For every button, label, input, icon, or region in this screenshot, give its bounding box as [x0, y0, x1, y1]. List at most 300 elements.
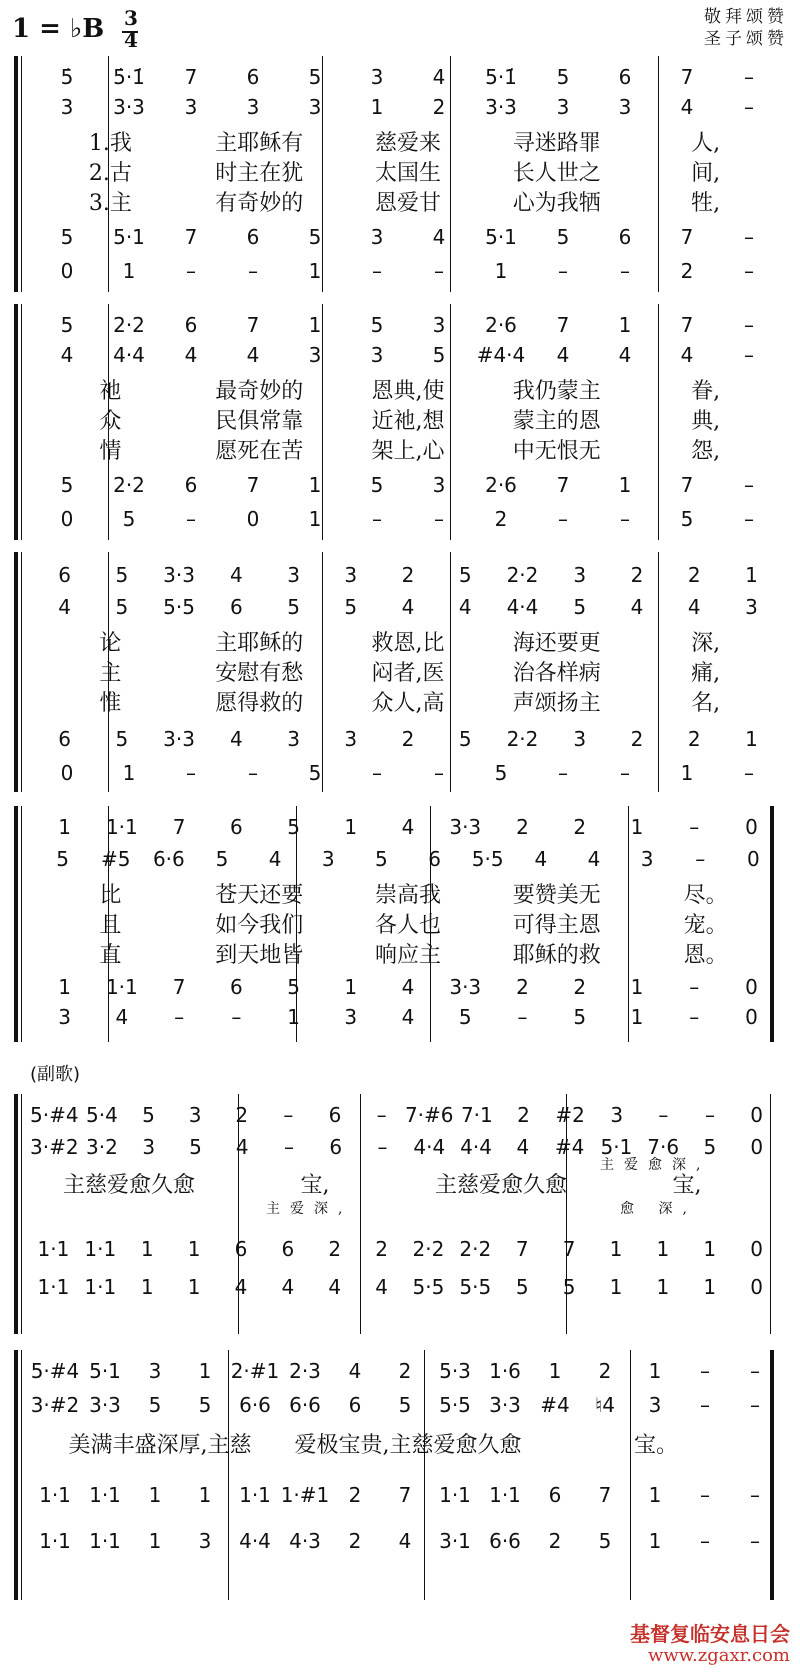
note-token: 2 — [516, 815, 529, 839]
lyric-segment: 慈爱来 — [374, 130, 441, 156]
note-token: 0 — [750, 1103, 763, 1127]
note-token: 5 — [680, 507, 694, 531]
note-token: #5 — [100, 847, 131, 871]
category-line-2: 圣子颂赞 — [704, 29, 788, 49]
note-token: 5·5 — [439, 1393, 471, 1417]
soprano-row — [30, 1100, 780, 1130]
note-token: 6 — [58, 727, 71, 751]
note-token: 1 — [745, 727, 758, 751]
note-token: 5 — [432, 343, 446, 367]
note-token: – — [750, 1529, 760, 1553]
lyric-segment: 架上,心 — [371, 438, 445, 464]
note-token: 5·5 — [163, 595, 195, 619]
note-token: 6 — [428, 847, 441, 871]
note-token: 1 — [630, 815, 644, 839]
lyric-segment: 恩爱甘 — [374, 190, 441, 216]
lyric-segment: 长人世之 — [512, 160, 601, 186]
note-token: – — [372, 507, 382, 531]
lyric-segment: 声颂扬主 — [512, 690, 601, 716]
note-token: 4 — [516, 1135, 530, 1159]
soprano-row — [36, 310, 780, 340]
lyric-segment: 太国生 — [374, 160, 441, 186]
note-token: 1 — [148, 1483, 162, 1507]
note-token: 5 — [189, 1135, 202, 1159]
tenor-row — [36, 470, 780, 500]
note-token: 5·5 — [412, 1275, 445, 1299]
note-token: 4·4 — [413, 1135, 446, 1159]
lyric-segment: 海还要更 — [512, 630, 601, 656]
note-token: 1 — [548, 1359, 562, 1383]
note-token: 5·#4 — [30, 1103, 79, 1127]
note-token: 1·1 — [105, 815, 138, 839]
note-token: 7 — [246, 473, 260, 497]
note-token: 5 — [287, 975, 300, 999]
note-token: – — [700, 1483, 710, 1507]
note-token: 4 — [375, 1275, 388, 1299]
note-token: 0 — [745, 1005, 758, 1029]
note-token: 0 — [60, 507, 74, 531]
note-token: 3 — [58, 1005, 71, 1029]
lyric-segment: 论 — [99, 630, 122, 656]
note-token: 3 — [344, 1005, 358, 1029]
note-token: 5 — [60, 313, 74, 337]
note-token: 1·1 — [37, 1275, 70, 1299]
note-token: – — [620, 259, 630, 283]
time-signature-top: 3 — [124, 6, 138, 30]
note-token: 3·1 — [439, 1529, 471, 1553]
note-token: 4 — [534, 847, 548, 871]
note-token: 4 — [587, 847, 601, 871]
lyric-segment: 苍天还要 — [215, 882, 304, 908]
system-brace-line — [21, 56, 22, 292]
note-token: 4 — [687, 595, 701, 619]
lyric-segment: 最奇妙的 — [215, 378, 304, 404]
lyric-segment: 主 — [99, 660, 122, 686]
note-token: 2 — [401, 563, 415, 587]
note-token: 3 — [308, 343, 322, 367]
note-token: 1 — [58, 815, 71, 839]
note-token: 3·#2 — [30, 1135, 79, 1159]
note-token: 3·3 — [89, 1393, 121, 1417]
note-token: 5 — [370, 313, 384, 337]
note-token: 2·2 — [412, 1237, 445, 1261]
note-token: 7 — [184, 225, 198, 249]
note-token: 4 — [58, 595, 71, 619]
note-token: 4 — [229, 727, 243, 751]
note-token: 2 — [375, 1237, 388, 1261]
note-token: 1 — [287, 1005, 300, 1029]
soprano-row — [36, 62, 780, 92]
note-token: 1 — [648, 1359, 662, 1383]
note-token: 1·1 — [489, 1483, 521, 1507]
note-token: 2 — [687, 563, 701, 587]
note-token: – — [689, 1005, 700, 1029]
note-token: 4 — [618, 343, 632, 367]
lyric-segment: 民俱常靠 — [215, 408, 304, 434]
note-token: 7 — [172, 975, 186, 999]
lyric-segment: 宝, — [300, 1172, 330, 1198]
note-token: 6 — [246, 65, 260, 89]
lyric-segment: 比 — [99, 882, 122, 908]
alto-row — [36, 592, 780, 622]
note-token: 5 — [598, 1529, 612, 1553]
note-token: – — [695, 847, 706, 871]
note-token: 6 — [184, 313, 198, 337]
note-token: 1 — [494, 259, 508, 283]
site-watermark — [630, 1622, 790, 1666]
lyric-segment: 祂 — [99, 378, 122, 404]
lyric-segment: 恩典,使 — [371, 378, 445, 404]
note-token: – — [174, 1005, 185, 1029]
note-token: 7 — [556, 313, 570, 337]
note-token: 0 — [60, 761, 74, 785]
note-token: 0 — [750, 1135, 764, 1159]
lyric-segment: 崇高我 — [374, 882, 441, 908]
note-token: 4 — [401, 975, 415, 999]
note-token: 1·1 — [84, 1275, 117, 1299]
note-token: 6 — [618, 65, 632, 89]
note-token: 1 — [745, 563, 758, 587]
note-token: 3·2 — [86, 1135, 118, 1159]
note-token: 5 — [573, 1005, 587, 1029]
note-token: 1 — [140, 1275, 154, 1299]
note-token: 3 — [287, 563, 300, 587]
note-token: 2 — [630, 727, 644, 751]
note-token: – — [434, 259, 444, 283]
note-token: 3 — [142, 1135, 156, 1159]
note-token: 2 — [328, 1237, 342, 1261]
note-token: 5 — [308, 225, 322, 249]
note-token: – — [744, 343, 754, 367]
lyric-segment: 中无恨无 — [512, 438, 601, 464]
note-token: 5 — [562, 1275, 576, 1299]
note-token: 5 — [458, 727, 472, 751]
note-token: – — [186, 761, 196, 785]
hymn-category — [704, 6, 788, 50]
score-system-4 — [0, 806, 800, 1042]
note-token: 1 — [187, 1237, 201, 1261]
lyric-verse-2 — [36, 908, 780, 938]
note-token: 3·3 — [163, 563, 195, 587]
note-token: 4 — [680, 95, 694, 119]
lyric-segment: 1.我 — [88, 130, 132, 156]
note-token: 5·1 — [485, 225, 517, 249]
note-token: 1 — [630, 975, 644, 999]
note-token: 2 — [680, 259, 694, 283]
lyric-segment: 情 — [99, 438, 122, 464]
note-token: – — [744, 313, 754, 337]
note-token: 5 — [344, 595, 358, 619]
note-token: 5 — [115, 563, 129, 587]
note-token: 5 — [515, 1275, 529, 1299]
note-token: 2·6 — [485, 473, 517, 497]
note-token: 5 — [60, 473, 74, 497]
chorus-system-2 — [0, 1350, 800, 1600]
note-token: 5 — [703, 1135, 717, 1159]
note-token: – — [558, 259, 568, 283]
note-token: – — [750, 1483, 760, 1507]
lyric-segment: 有奇妙的 — [215, 190, 304, 216]
note-token: 6·6 — [239, 1393, 271, 1417]
tenor-row — [36, 222, 780, 252]
note-token: 1 — [630, 1005, 644, 1029]
lyric-segment: 心为我牺 — [512, 190, 601, 216]
alto-row — [36, 340, 780, 370]
note-token: – — [284, 1135, 295, 1159]
lyric-verse-3 — [36, 186, 780, 216]
note-token: 5 — [148, 1393, 162, 1417]
note-token: 1·1 — [39, 1529, 71, 1553]
alto-row — [30, 1390, 780, 1420]
note-token: 3 — [344, 563, 358, 587]
system-brace-line — [21, 1350, 22, 1600]
lyric-segment: 时主在犹 — [215, 160, 304, 186]
note-token: 5·#4 — [30, 1359, 80, 1383]
note-token: 7 — [398, 1483, 412, 1507]
note-token: 1 — [618, 313, 632, 337]
note-token: – — [231, 1005, 242, 1029]
note-token: 1·1 — [37, 1237, 70, 1261]
bass-row — [36, 256, 780, 286]
watermark-title: 基督复临安息日会 — [630, 1622, 790, 1646]
note-token: 3 — [618, 95, 632, 119]
lyric-segment: 恩。 — [683, 942, 728, 968]
note-token: 0 — [750, 1237, 763, 1261]
note-token: – — [744, 259, 754, 283]
lyric-segment: 如今我们 — [215, 912, 304, 938]
note-token: – — [186, 507, 196, 531]
lyric-segment: 愿死在苦 — [215, 438, 304, 464]
note-token: 4·4 — [506, 595, 539, 619]
lyric-segment: 蒙主的恩 — [512, 408, 601, 434]
note-token: 5 — [56, 847, 69, 871]
note-token: 4 — [401, 1005, 415, 1029]
note-token: 6 — [329, 1135, 343, 1159]
note-token: – — [750, 1393, 760, 1417]
lyric-segment: 尽。 — [683, 882, 728, 908]
note-token: 3·3 — [449, 815, 482, 839]
note-token: 4·3 — [289, 1529, 321, 1553]
note-token: – — [620, 761, 630, 785]
note-token: 5 — [198, 1393, 212, 1417]
lyric-segment: 可得主恩 — [512, 912, 601, 938]
note-token: 2 — [573, 815, 587, 839]
note-token: 1·1 — [84, 1237, 117, 1261]
barline — [228, 1350, 229, 1600]
note-token: 1 — [703, 1275, 717, 1299]
note-token: – — [434, 761, 444, 785]
score-system-1 — [0, 56, 800, 292]
note-token: – — [620, 507, 630, 531]
note-token: – — [744, 761, 754, 785]
note-token: – — [750, 1359, 760, 1383]
note-token: 3·3 — [449, 975, 482, 999]
note-token: 4·4 — [239, 1529, 271, 1553]
bass-row — [36, 758, 780, 788]
lyric-verse-3 — [36, 686, 780, 716]
note-token: – — [283, 1103, 294, 1127]
note-token: 3·3 — [485, 95, 517, 119]
lyric-segment: 深, — [691, 630, 721, 656]
note-token: 1 — [609, 1275, 623, 1299]
note-token: 2 — [494, 507, 508, 531]
note-token: 5̇·1̇ — [113, 65, 145, 89]
note-token: 6 — [234, 1237, 248, 1261]
note-token: 3 — [573, 563, 587, 587]
note-token: 1 — [680, 761, 694, 785]
note-token: 2 — [573, 975, 587, 999]
note-token: – — [744, 65, 754, 89]
note-token: 2 — [235, 1103, 249, 1127]
note-token: 2 — [516, 975, 529, 999]
note-token: 3 — [198, 1529, 212, 1553]
lyric-segment: 宝, — [672, 1172, 702, 1198]
note-token: 3·3 — [113, 95, 145, 119]
note-token: 3 — [184, 95, 198, 119]
chorus-label: (副歌) — [30, 1064, 81, 1085]
note-token: 1 — [122, 259, 136, 283]
note-token: 3 — [321, 847, 335, 871]
lyric-segment: 要赞美无 — [512, 882, 601, 908]
note-token: 2·#1 — [230, 1359, 280, 1383]
note-token: 5̇ — [60, 65, 74, 89]
note-token: 4·4 — [460, 1135, 492, 1159]
note-token: 7 — [680, 313, 694, 337]
note-token: 2·2 — [506, 727, 539, 751]
note-token: 1·1 — [39, 1483, 71, 1507]
chorus-small-text: 主爱愈深, — [600, 1157, 711, 1173]
lyric-segment: 直 — [99, 942, 122, 968]
note-token: 7·6 — [647, 1135, 680, 1159]
system-brace-line — [21, 552, 22, 792]
lyric-segment: 宠。 — [683, 912, 728, 938]
note-token: 5·5 — [459, 1275, 492, 1299]
category-line-1: 敬拜颂赞 — [704, 7, 788, 27]
lyric-verse-2 — [36, 404, 780, 434]
note-token: 4 — [246, 343, 260, 367]
note-token: 2·3 — [289, 1359, 321, 1383]
note-token: 4 — [184, 343, 198, 367]
note-token: 4 — [235, 1135, 249, 1159]
system-brace — [14, 552, 18, 792]
note-token: – — [744, 507, 754, 531]
note-token: 4 — [115, 1005, 129, 1029]
note-token: 4 — [268, 847, 282, 871]
note-token: – — [700, 1359, 710, 1383]
note-token: 4 — [630, 595, 644, 619]
note-token: 2·6 — [485, 313, 517, 337]
note-token: 3 — [60, 95, 74, 119]
lyric-segment: 惟 — [99, 690, 122, 716]
note-token: 3 — [287, 727, 300, 751]
note-token: 3 — [148, 1359, 162, 1383]
note-token: 6 — [548, 1483, 562, 1507]
lyric-segment: 治各样病 — [512, 660, 601, 686]
note-token: 3 — [640, 847, 654, 871]
note-token: 5·1̇ — [485, 65, 517, 89]
note-token: 5 — [556, 225, 570, 249]
note-token: 1 — [308, 259, 322, 283]
note-token: 3 — [370, 65, 384, 89]
soprano-row — [36, 812, 780, 842]
note-token: 5 — [308, 65, 322, 89]
note-token: – — [658, 1103, 669, 1127]
lyric-verse-1 — [36, 878, 780, 908]
note-token: 1 — [187, 1275, 201, 1299]
system-brace — [14, 56, 18, 292]
note-token: 1·1 — [89, 1529, 121, 1553]
note-token: 6·6 — [289, 1393, 321, 1417]
note-token: 6 — [348, 1393, 362, 1417]
soprano-row — [30, 1356, 780, 1386]
score-system-2 — [0, 304, 800, 540]
lyric-segment: 典, — [691, 408, 721, 434]
note-token: 3 — [745, 595, 758, 619]
note-token: 3 — [648, 1393, 662, 1417]
lyric-segment: 安慰有愁 — [215, 660, 304, 686]
note-token: 5·4 — [85, 1103, 118, 1127]
key-signature: 1 = ♭B — [12, 14, 105, 44]
note-token: 1 — [148, 1529, 162, 1553]
note-token: 5·1 — [89, 1359, 121, 1383]
note-token: 4 — [680, 343, 694, 367]
lyric-segment: 主慈爱愈久愈 — [62, 1172, 195, 1198]
note-token: 1·1 — [239, 1483, 271, 1507]
note-token: – — [517, 1005, 528, 1029]
note-token: 0 — [60, 259, 74, 283]
note-token: 2·2 — [459, 1237, 492, 1261]
note-token: 1 — [370, 95, 384, 119]
note-token: 2 — [348, 1529, 362, 1553]
note-token: 2 — [598, 1359, 612, 1383]
note-token: 3 — [556, 95, 570, 119]
note-token: ♮4 — [595, 1393, 615, 1417]
time-signature-bottom: 4 — [124, 28, 138, 52]
note-token: – — [376, 1103, 387, 1127]
note-token: 0 — [745, 815, 758, 839]
note-token: 7 — [680, 65, 694, 89]
lyric-segment: 主耶稣的 — [215, 630, 304, 656]
note-token: 6 — [328, 1103, 342, 1127]
lyric-segment: 痛, — [691, 660, 721, 686]
note-token: 1·1 — [439, 1483, 471, 1507]
chorus-small-text: 愈 深, — [620, 1201, 697, 1217]
chorus-system-1 — [0, 1094, 800, 1334]
note-token: – — [558, 507, 568, 531]
note-token: 6 — [229, 595, 243, 619]
note-token: 1 — [618, 473, 632, 497]
note-token: 6 — [246, 225, 260, 249]
note-token: 1 — [703, 1237, 717, 1261]
note-token: 7·#6 — [404, 1103, 454, 1127]
system-brace — [14, 1094, 18, 1334]
note-token: 6 — [281, 1237, 295, 1261]
note-token: – — [744, 225, 754, 249]
note-token: 4 — [401, 815, 415, 839]
note-token: – — [558, 761, 568, 785]
note-token: 1 — [58, 975, 71, 999]
lyric-verse-3 — [36, 434, 780, 464]
lyric-segment: 3.主 — [88, 190, 132, 216]
note-token: 3 — [610, 1103, 624, 1127]
note-token: 5 — [375, 847, 388, 871]
score-system-3 — [0, 552, 800, 792]
note-token: 2 — [630, 563, 644, 587]
note-token: 5 — [215, 847, 229, 871]
note-token: 3 — [370, 225, 384, 249]
lyric-segment: 主耶稣有 — [215, 130, 304, 156]
note-token: 2 — [432, 95, 446, 119]
